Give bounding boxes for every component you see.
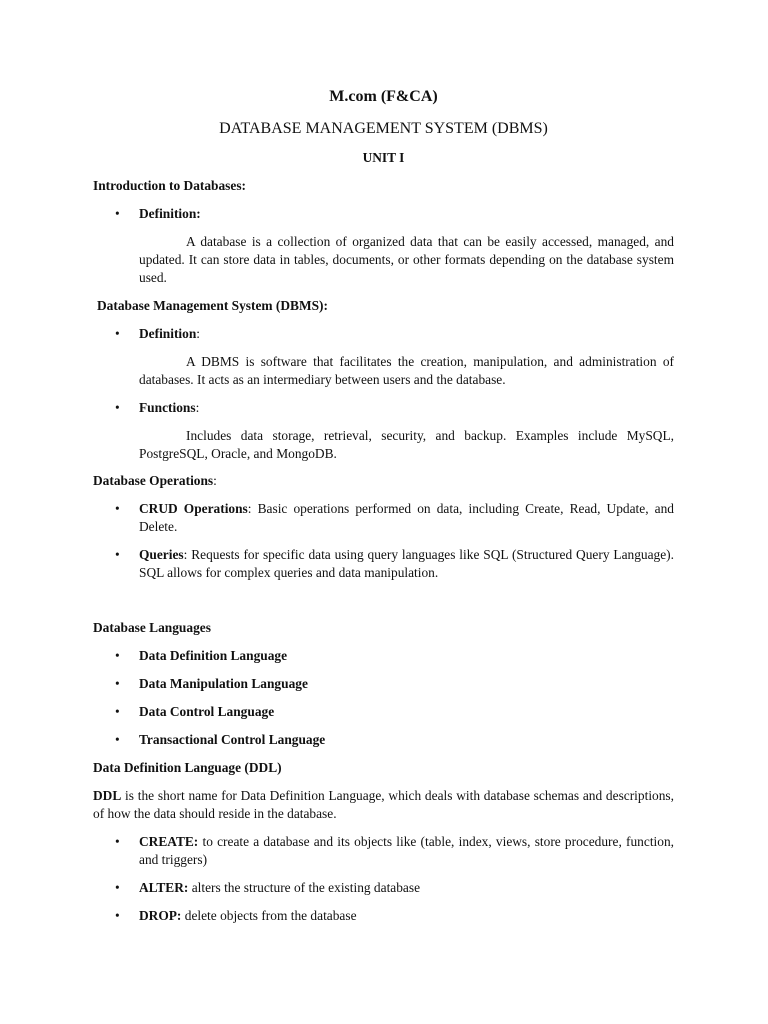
language-item: Data Manipulation Language [139,676,308,691]
bullet-icon: • [115,704,120,719]
list-item [93,647,674,665]
dbms-functions-suffix: : [195,400,200,415]
bullet-icon: • [115,908,120,923]
operation-text: : Basic operations performed on data, including Create, Read, Update, and Delete. [139,501,674,534]
dbms-definition-label: Definition [139,326,197,341]
unit-title: UNIT I [362,150,405,165]
ddl-command-label: ALTER: [139,880,189,895]
list-item [93,399,674,417]
bullet-icon: • [115,547,120,562]
list-item [93,731,674,749]
list-item [93,675,674,693]
document-page [93,86,674,925]
dbms-heading: Database Management System (DBMS): [97,298,328,313]
list-item [93,546,674,582]
ddl-intro-label: DDL [93,788,122,803]
intro-heading: Introduction to Databases: [93,178,247,193]
intro-list [93,205,674,223]
operation-label: Queries [139,547,184,562]
languages-list [93,647,674,749]
dbms-list [93,325,674,343]
operation-text: : Requests for specific data using query languages like SQL (Structured Query Language). SQL allows for complex queries and data manipulation. [139,547,674,580]
ddl-intro [93,787,674,823]
bullet-icon: • [115,880,120,895]
bullet-icon: • [115,326,120,341]
ddl-command-text: alters the structure of the existing database [188,880,421,895]
list-item [93,325,674,343]
list-item [93,879,674,897]
bullet-icon: • [115,732,120,747]
ddl-intro-text: is the short name for Data Definition Language, which deals with database schemas and descriptions, of how the data should reside in the database. [93,788,674,821]
bullet-icon: • [115,400,120,415]
list-item [93,703,674,721]
bullet-icon: • [115,206,120,221]
dbms-functions-list [93,399,674,417]
dbms-definition-text: A DBMS is software that facilitates the creation, manipulation, and administration of databases. It acts as an intermediary between users and the database. [139,354,674,387]
ddl-list [93,833,674,925]
subject-title: DATABASE MANAGEMENT SYSTEM (DBMS) [219,120,548,137]
ddl-command-label: DROP: [139,908,182,923]
dbms-definition-suffix: : [196,326,201,341]
languages-heading: Database Languages [93,620,211,635]
intro-definition-label: Definition: [139,206,201,221]
ddl-heading: Data Definition Language (DDL) [93,760,282,775]
ddl-command-text: to create a database and its objects like (table, index, views, store procedure, function, and triggers) [139,834,674,867]
list-item [93,500,674,536]
bullet-icon: • [115,676,120,691]
list-item [93,907,674,925]
list-item [93,833,674,869]
bullet-icon: • [115,501,120,516]
operations-heading-suffix: : [213,473,217,488]
operations-list [93,500,674,582]
ddl-command-label: CREATE: [139,834,199,849]
operations-heading: Database Operations [93,473,214,488]
ddl-command-text: delete objects from the database [181,908,357,923]
course-title: M.com (F&CA) [329,88,438,105]
language-item: Data Definition Language [139,648,288,663]
dbms-functions-label: Functions [139,400,196,415]
language-item: Transactional Control Language [139,732,326,747]
bullet-icon: • [115,648,120,663]
language-item: Data Control Language [139,704,275,719]
intro-definition-text: A database is a collection of organized data that can be easily accessed, managed, and updated. It can store data in tables, documents, or other formats depending on the database system used. [139,234,674,285]
dbms-functions-text: Includes data storage, retrieval, security, and backup. Examples include MySQL, PostgreSQL, Oracle, and MongoDB. [139,428,674,461]
bullet-icon: • [115,834,120,849]
operations-heading-line [93,472,674,490]
operation-label: CRUD Operations [139,501,248,516]
list-item [93,205,674,223]
